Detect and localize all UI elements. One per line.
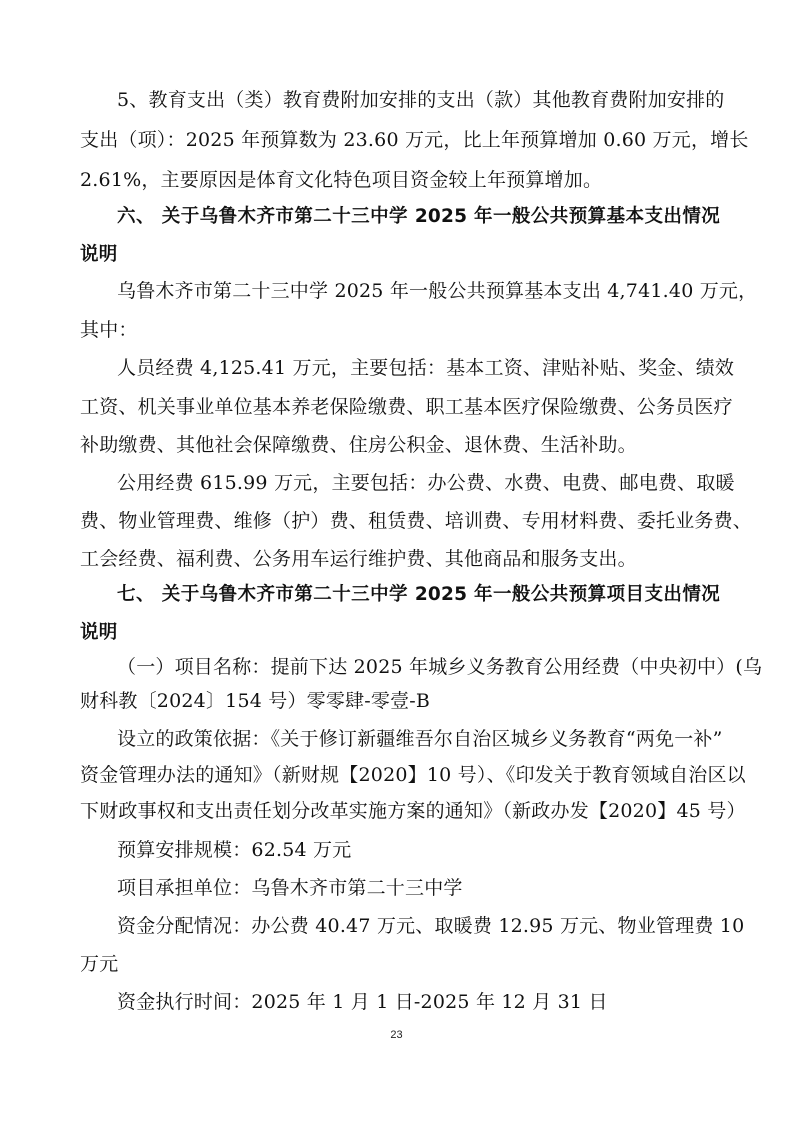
budget-scale: 预算安排规模：62.54 万元: [117, 839, 352, 861]
personnel-line-3: 补助缴费、其他社会保障缴费、住房公积金、退休费、生活补助。: [80, 434, 637, 456]
section-7-heading: 七、 关于乌鲁木齐市第二十三中学 2025 年一般公共预算项目支出情况: [117, 584, 720, 605]
personnel-line-1: 人员经费 4,125.41 万元，主要包括：基本工资、津贴补贴、奖金、绩效: [117, 357, 735, 379]
basic-expense-line-2: 其中：: [80, 319, 138, 341]
fund-allocation-line-2: 万元: [80, 953, 119, 975]
personnel-line-2: 工资、机关事业单位基本养老保险缴费、职工基本医疗保险缴费、公务员医疗: [80, 396, 733, 418]
section-6-heading-cont: 说明: [80, 244, 118, 265]
fund-allocation-line-1: 资金分配情况：办公费 40.47 万元、取暖费 12.95 万元、物业管理费 10: [117, 915, 745, 937]
public-expense-line-2: 费、物业管理费、维修（护）费、租赁费、培训费、专用材料费、委托业务费、: [80, 510, 753, 532]
section-6-heading: 六、 关于乌鲁木齐市第二十三中学 2025 年一般公共预算基本支出情况: [117, 206, 720, 227]
section-7-heading-cont: 说明: [80, 622, 118, 643]
policy-basis-line-2: 资金管理办法的通知》（新财规【2020】10 号）、《印发关于教育领域自治区以: [80, 764, 746, 786]
para-5-line-1: 5、教育支出（类）教育费附加安排的支出（款）其他教育费附加安排的: [117, 89, 725, 111]
policy-basis-line-1: 设立的政策依据：《关于修订新疆维吾尔自治区城乡义务教育“两免一补”: [117, 728, 723, 750]
public-expense-line-1: 公用经费 615.99 万元，主要包括：办公费、水费、电费、邮电费、取暖: [117, 472, 735, 494]
para-5-line-2: 支出（项）：2025 年预算数为 23.60 万元，比上年预算增加 0.60 万元，增长: [80, 129, 749, 151]
responsible-unit: 项目承担单位：乌鲁木齐市第二十三中学: [117, 877, 463, 899]
public-expense-line-3: 工会经费、福利费、公务用车运行维护费、其他商品和服务支出。: [80, 548, 637, 570]
page-number: 23: [390, 1029, 403, 1041]
project-name-line-1: （一）项目名称：提前下达 2025 年城乡义务教育公用经费（中央初中）(乌: [117, 656, 763, 678]
project-name-line-2: 财科教〔2024〕154 号）零零肆-零壹-B: [80, 690, 431, 712]
para-5-line-3: 2.61%，主要原因是体育文化特色项目资金较上年预算增加。: [80, 169, 603, 191]
execution-time: 资金执行时间：2025 年 1 月 1 日-2025 年 12 月 31 日: [117, 991, 608, 1013]
policy-basis-line-3: 下财政事权和支出责任划分改革实施方案的通知》（新政办发【2020】45 号）: [80, 800, 746, 822]
basic-expense-line-1: 乌鲁木齐市第二十三中学 2025 年一般公共预算基本支出 4,741.40 万元，: [117, 280, 758, 302]
